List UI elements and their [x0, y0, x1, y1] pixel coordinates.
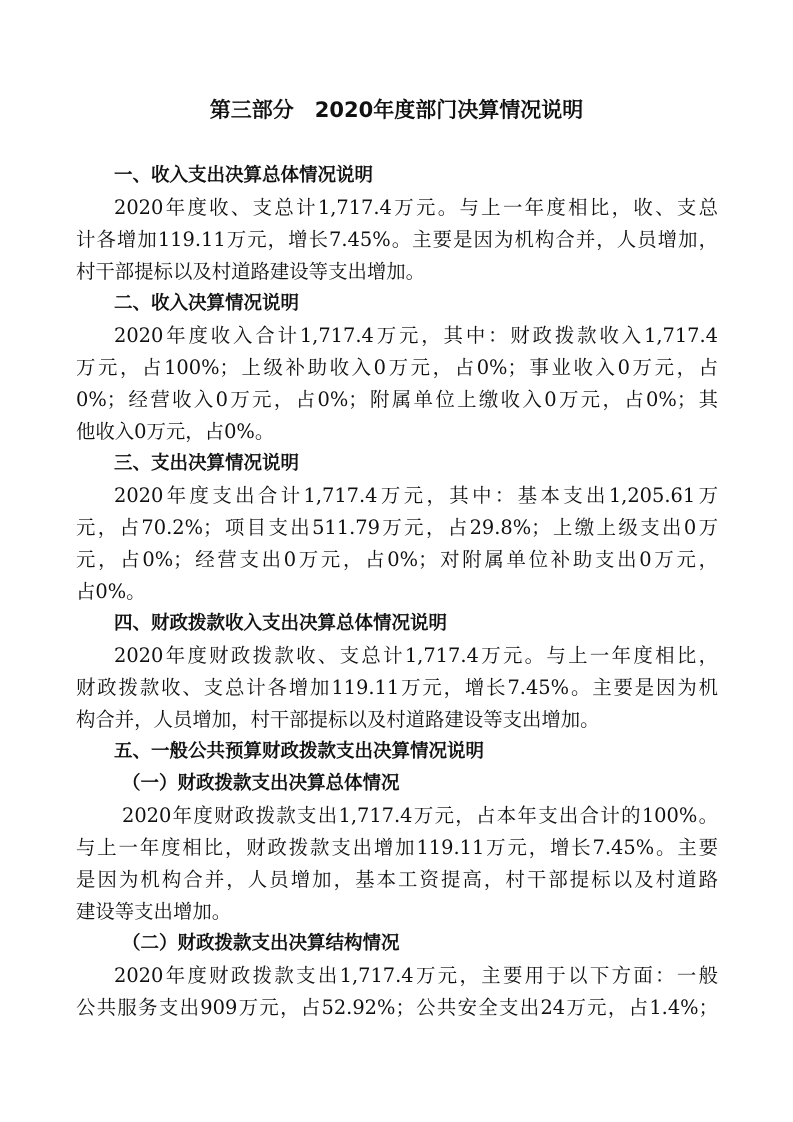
paragraph-first-line: 2020年度支出合计1,717.4万元，其中：基本支出1,205.61万: [114, 484, 718, 507]
paragraph-last-line: 构合并，人员增加，村干部提标以及村道路建设等支出增加。: [76, 708, 600, 731]
section-heading: 三、支出决算情况说明: [114, 453, 300, 474]
subsection-heading: （一）财政拨款支出决算总体情况: [122, 773, 400, 794]
paragraph-line: 与上一年度相比，财政拨款支出增加119.11万元，增长7.45%。主要: [76, 836, 718, 859]
paragraph-line: 是因为机构合并，人员增加，基本工资提高，村干部提标以及村道路: [76, 868, 718, 891]
paragraph-first-line: 2020年度收、支总计1,717.4万元。与上一年度相比，收、支总: [114, 196, 718, 219]
section-heading: 二、收入决算情况说明: [114, 293, 300, 314]
paragraph-first-line: 2020年度财政拨款收、支总计1,717.4万元。与上一年度相比，: [114, 644, 718, 667]
paragraph-first-line: 2020年度财政拨款支出1,717.4万元，主要用于以下方面：一般: [114, 964, 718, 987]
section-heading: 五、一般公共预算财政拨款支出决算情况说明: [114, 741, 485, 762]
paragraph-first-line: 2020年度财政拨款支出1,717.4万元，占本年支出合计的100%。: [122, 804, 718, 827]
paragraph-last-line: 建设等支出增加。: [76, 900, 232, 923]
paragraph-line: 公共服务支出909万元，占52.92%；公共安全支出24万元，占1.4%；: [76, 996, 718, 1019]
paragraph-line: 元，占70.2%；项目支出511.79万元，占29.8%；上缴上级支出0万: [76, 516, 718, 539]
paragraph-last-line: 占0%。: [76, 580, 146, 603]
subsection-heading: （二）财政拨款支出决算结构情况: [122, 933, 400, 954]
document-body: [76, 160, 718, 1024]
paragraph-line: 0%；经营收入0万元，占0%；附属单位上缴收入0万元，占0%；其: [76, 388, 718, 411]
paragraph-first-line: 2020年度收入合计1,717.4万元，其中：财政拨款收入1,717.4: [114, 324, 718, 347]
page-title: 第三部分 2020年度部门决算情况说明: [209, 98, 584, 122]
paragraph-line: 万元，占100%；上级补助收入0万元，占0%；事业收入0万元，占: [76, 356, 718, 379]
paragraph-line: 计各增加119.11万元，增长7.45%。主要是因为机构合并，人员增加，: [76, 228, 718, 251]
section-heading: 四、财政拨款收入支出决算总体情况说明: [114, 613, 448, 634]
paragraph-line: 元，占0%；经营支出0万元，占0%；对附属单位补助支出0万元，: [76, 548, 718, 571]
section-heading: 一、收入支出决算总体情况说明: [114, 165, 374, 186]
paragraph-last-line: 村干部提标以及村道路建设等支出增加。: [76, 260, 426, 283]
paragraph-last-line: 他收入0万元，占0%。: [76, 420, 275, 443]
paragraph-line: 财政拨款收、支总计各增加119.11万元，增长7.45%。主要是因为机: [76, 676, 718, 699]
